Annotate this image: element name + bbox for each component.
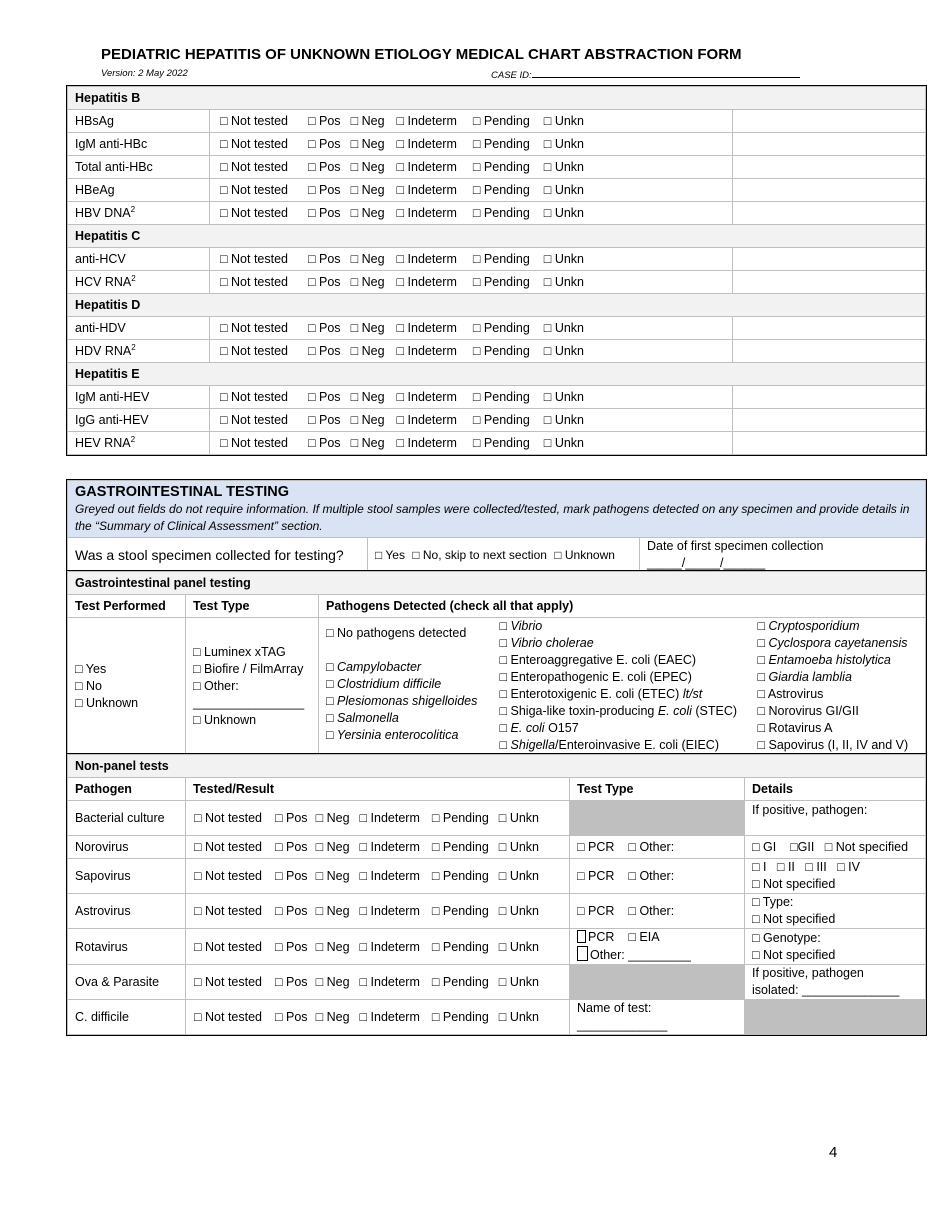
np-details <box>745 894 926 929</box>
result-options[interactable] <box>210 179 733 202</box>
np-row-ova <box>68 965 926 1000</box>
option-pos-checkbox[interactable]: □ Pos <box>275 811 308 825</box>
case-id-field[interactable] <box>491 68 800 81</box>
np-pathogen: Bacterial culture <box>68 801 186 836</box>
option-indeterm-checkbox[interactable]: □ Indeterm <box>396 137 457 151</box>
section-label: Hepatitis B <box>68 87 926 110</box>
pathogens-col1 <box>319 618 496 755</box>
performed-cell <box>68 618 186 755</box>
pathogen-norovirus[interactable]: □ Norovirus GI/GII <box>757 704 859 718</box>
option-pending-checkbox[interactable]: □ Pending <box>472 321 530 335</box>
option-unkn-checkbox[interactable]: □ Unkn <box>543 114 585 128</box>
option-unkn-checkbox[interactable]: □ Unkn <box>498 904 540 918</box>
option-indeterm-checkbox[interactable]: □ Indeterm <box>396 206 457 220</box>
pathogen-vibrio-cholerae[interactable]: □ Vibrio cholerae <box>499 636 594 650</box>
option-not-tested-checkbox[interactable]: □ Not tested <box>220 206 288 220</box>
option-pending-checkbox[interactable]: □ Pending <box>431 1010 489 1024</box>
np-pathogen: Rotavirus <box>68 929 186 965</box>
notes-cell[interactable] <box>733 179 926 202</box>
option-unkn-checkbox[interactable]: □ Unkn <box>543 344 585 358</box>
option-unkn-checkbox[interactable]: □ Unkn <box>543 390 585 404</box>
np-pathogen: Norovirus <box>68 836 186 859</box>
test-name: HBsAg <box>68 110 210 133</box>
option-unkn-checkbox[interactable]: □ Unkn <box>543 436 585 450</box>
option-not-tested-checkbox[interactable]: □ Not tested <box>220 160 288 174</box>
option-pending-checkbox[interactable]: □ Pending <box>431 975 489 989</box>
np-pathogen: Astrovirus <box>68 894 186 929</box>
cdiff-test-label: Name of test: <box>577 1001 652 1015</box>
test-row <box>68 179 926 202</box>
pathogen-vibrio[interactable]: □ Vibrio <box>499 619 543 633</box>
no-pathogens-checkbox[interactable]: □ No pathogens detected <box>326 626 467 640</box>
option-neg-checkbox[interactable]: □ Neg <box>350 275 385 289</box>
result-options[interactable] <box>210 317 733 340</box>
option-indeterm-checkbox[interactable]: □ Indeterm <box>359 904 420 918</box>
col-test-type: Test Type <box>186 595 319 618</box>
option-unkn-checkbox[interactable]: □ Unkn <box>498 811 540 825</box>
np-type-greyed <box>570 965 745 1000</box>
version-label: Version: 2 May 2022 <box>101 68 188 79</box>
option-unkn-checkbox[interactable]: □ Unkn <box>498 1010 540 1024</box>
option-pending-checkbox[interactable]: □ Pending <box>472 275 530 289</box>
test-name: HBeAg <box>68 179 210 202</box>
ova-details-blank[interactable]: isolated: ______________ <box>752 983 900 997</box>
np-row-bacterial <box>68 801 926 836</box>
np-result-options[interactable] <box>186 801 570 836</box>
option-pos-checkbox[interactable]: □ Pos <box>275 840 308 854</box>
option-not-tested-checkbox[interactable]: □ Not tested <box>220 252 288 266</box>
result-options[interactable] <box>210 409 733 432</box>
np-result-options[interactable] <box>186 1000 570 1035</box>
option-pos-checkbox[interactable]: □ Pos <box>308 160 341 174</box>
gi-panel-table <box>67 571 926 755</box>
option-indeterm-checkbox[interactable]: □ Indeterm <box>359 869 420 883</box>
option-neg-checkbox[interactable]: □ Neg <box>315 811 350 825</box>
np-details <box>745 929 926 965</box>
test-row <box>68 156 926 179</box>
option-pos-checkbox[interactable]: □ Pos <box>275 904 308 918</box>
pathogen-eaec[interactable]: □ Enteroaggregative E. coli (EAEC) <box>499 653 697 667</box>
notes-cell[interactable] <box>733 133 926 156</box>
stool-yes-checkbox[interactable]: □ Yes <box>375 548 405 562</box>
result-options[interactable] <box>210 156 733 179</box>
stool-unknown-checkbox[interactable]: □ Unknown <box>554 548 615 562</box>
option-pending-checkbox[interactable]: □ Pending <box>472 413 530 427</box>
np-details[interactable]: If positive, pathogen: <box>745 801 926 836</box>
option-unkn-checkbox[interactable]: □ Unkn <box>543 275 585 289</box>
option-pending-checkbox[interactable]: □ Pending <box>472 344 530 358</box>
pathogen-rotavirus[interactable]: □ Rotavirus A <box>757 721 833 735</box>
option-not-tested-checkbox[interactable]: □ Not tested <box>220 436 288 450</box>
nonpanel-table <box>67 754 926 1035</box>
notes-cell[interactable] <box>733 317 926 340</box>
option-neg-checkbox[interactable]: □ Neg <box>350 206 385 220</box>
option-not-tested-checkbox[interactable]: □ Not tested <box>194 869 262 883</box>
option-not-tested-checkbox[interactable]: □ Not tested <box>194 904 262 918</box>
option-unkn-checkbox[interactable]: □ Unkn <box>543 252 585 266</box>
option-pending-checkbox[interactable]: □ Pending <box>472 390 530 404</box>
option-pos-checkbox[interactable]: □ Pos <box>308 137 341 151</box>
np-row-sapovirus <box>68 859 926 894</box>
option-pos-checkbox[interactable]: □ Pos <box>308 436 341 450</box>
notes-cell[interactable] <box>733 202 926 225</box>
option-indeterm-checkbox[interactable]: □ Indeterm <box>359 840 420 854</box>
type-biofire-checkbox[interactable]: □ Biofire / FilmArray <box>193 661 304 676</box>
option-not-tested-checkbox[interactable]: □ Not tested <box>220 344 288 358</box>
option-neg-checkbox[interactable]: □ Neg <box>350 160 385 174</box>
option-pending-checkbox[interactable]: □ Pending <box>472 436 530 450</box>
test-row <box>68 386 926 409</box>
pathogen-salmonella[interactable]: □ Salmonella <box>326 711 399 725</box>
astro-not-specified[interactable]: □ Not specified <box>752 912 836 926</box>
np-type <box>570 836 745 859</box>
option-indeterm-checkbox[interactable]: □ Indeterm <box>396 413 457 427</box>
option-pos-checkbox[interactable]: □ Pos <box>275 975 308 989</box>
pathogen-etec[interactable]: □ Enterotoxigenic E. coli (ETEC) lt/st <box>499 687 703 701</box>
np-type <box>570 894 745 929</box>
option-not-tested-checkbox[interactable]: □ Not tested <box>220 321 288 335</box>
option-unkn-checkbox[interactable]: □ Unkn <box>498 840 540 854</box>
pcr-checkbox[interactable]: □ PCR <box>577 840 615 854</box>
pathogens-col3 <box>748 618 926 755</box>
pathogen-stec[interactable]: □ Shiga-like toxin-producing E. coli (STEC) <box>499 704 738 718</box>
test-row <box>68 271 926 294</box>
np-result-options[interactable] <box>186 894 570 929</box>
test-name: anti-HDV <box>68 317 210 340</box>
section-label: Hepatitis C <box>68 225 926 248</box>
gi-note: Greyed out fields do not require information. If multiple stool samples were collected/tested, mark pathogens detected on any specimen and provide details in the “Summary of Clinical Assessment” section. <box>75 501 910 533</box>
np-row-norovirus <box>68 836 926 859</box>
test-name: IgG anti-HEV <box>68 409 210 432</box>
rota-genotype[interactable]: □ Genotype: <box>752 930 821 945</box>
np-row-astrovirus <box>68 894 926 929</box>
test-name: HDV RNA$^2$ <box>68 340 210 363</box>
pcr-checkbox[interactable]: □ PCR <box>577 904 615 918</box>
option-not-tested-checkbox[interactable]: □ Not tested <box>220 413 288 427</box>
result-options[interactable] <box>210 386 733 409</box>
other-box-icon[interactable] <box>577 946 588 961</box>
option-unkn-checkbox[interactable]: □ Unkn <box>543 137 585 151</box>
test-row <box>68 432 926 455</box>
option-pending-checkbox[interactable]: □ Pending <box>431 869 489 883</box>
ova-details-label: If positive, pathogen <box>752 966 864 980</box>
astro-type[interactable]: □ Type: <box>752 895 794 909</box>
test-name: Total anti-HBc <box>68 156 210 179</box>
option-pending-checkbox[interactable]: □ Pending <box>472 137 530 151</box>
np-result-options[interactable] <box>186 929 570 965</box>
option-neg-checkbox[interactable]: □ Neg <box>315 975 350 989</box>
other-checkbox[interactable]: □ Other: <box>628 904 675 918</box>
option-not-tested-checkbox[interactable]: □ Not tested <box>220 390 288 404</box>
option-unkn-checkbox[interactable]: □ Unkn <box>543 413 585 427</box>
option-pending-checkbox[interactable]: □ Pending <box>431 904 489 918</box>
np-type-greyed <box>570 801 745 836</box>
pathogen-campylobacter[interactable]: □ Campylobacter <box>326 660 422 674</box>
option-not-tested-checkbox[interactable]: □ Not tested <box>220 183 288 197</box>
option-pos-checkbox[interactable]: □ Pos <box>275 939 308 954</box>
test-row <box>68 202 926 225</box>
pathogen-shigella[interactable]: □ Shigella/Enteroinvasive E. coli (EIEC) <box>499 738 719 752</box>
result-options[interactable] <box>210 133 733 156</box>
option-pos-checkbox[interactable]: □ Pos <box>308 390 341 404</box>
date-label: Date of first specimen collection <box>647 539 824 553</box>
test-name: IgM anti-HEV <box>68 386 210 409</box>
option-pos-checkbox[interactable]: □ Pos <box>308 114 341 128</box>
case-id-label: CASE ID: <box>491 70 532 81</box>
section-hep-d <box>68 294 926 317</box>
option-indeterm-checkbox[interactable]: □ Indeterm <box>359 811 420 825</box>
pathogen-giardia[interactable]: □ Giardia lamblia <box>757 670 852 684</box>
notes-cell[interactable] <box>733 432 926 455</box>
nonpanel-header: Non-panel tests <box>68 755 926 778</box>
pcr-box-icon[interactable] <box>577 930 586 943</box>
section-hep-e <box>68 363 926 386</box>
section-hep-c <box>68 225 926 248</box>
option-not-tested-checkbox[interactable]: □ Not tested <box>194 939 262 954</box>
option-not-tested-checkbox[interactable]: □ Not tested <box>220 137 288 151</box>
sapo-not-specified[interactable]: □ Not specified <box>752 877 836 891</box>
option-pending-checkbox[interactable]: □ Pending <box>472 183 530 197</box>
np-col-result: Tested/Result <box>186 778 570 801</box>
pathogen-plesiomonas[interactable]: □ Plesiomonas shigelloides <box>326 694 478 708</box>
type-other-blank[interactable]: ________________ <box>193 695 305 710</box>
option-pending-checkbox[interactable]: □ Pending <box>472 114 530 128</box>
pathogen-sapovirus[interactable]: □ Sapovirus (I, II, IV and V) <box>757 738 909 752</box>
option-neg-checkbox[interactable]: □ Neg <box>315 840 350 854</box>
pathogen-cyclospora[interactable]: □ Cyclospora cayetanensis <box>757 636 908 650</box>
pcr-label: PCR <box>588 930 615 944</box>
pathogen-yersinia[interactable]: □ Yersinia enterocolitica <box>326 728 459 742</box>
type-unknown-checkbox[interactable]: □ Unknown <box>193 712 257 727</box>
option-indeterm-checkbox[interactable]: □ Indeterm <box>396 275 457 289</box>
option-pending-checkbox[interactable]: □ Pending <box>431 811 489 825</box>
test-row <box>68 340 926 363</box>
option-neg-checkbox[interactable]: □ Neg <box>350 436 385 450</box>
stool-answer-cell <box>368 538 640 573</box>
test-row <box>68 248 926 271</box>
option-unkn-checkbox[interactable]: □ Unkn <box>543 321 585 335</box>
panel-header: Gastrointestinal panel testing <box>68 572 926 595</box>
case-id-blank[interactable] <box>532 68 800 78</box>
np-col-type: Test Type <box>570 778 745 801</box>
option-neg-checkbox[interactable]: □ Neg <box>350 321 385 335</box>
np-result-options[interactable] <box>186 965 570 1000</box>
option-indeterm-checkbox[interactable]: □ Indeterm <box>396 252 457 266</box>
notes-cell[interactable] <box>733 271 926 294</box>
other-label: Other: _________ <box>590 948 691 962</box>
form-title: PEDIATRIC HEPATITIS OF UNKNOWN ETIOLOGY MEDICAL CHART ABSTRACTION FORM <box>101 46 742 63</box>
test-name: HCV RNA$^2$ <box>68 271 210 294</box>
option-unkn-checkbox[interactable]: □ Unkn <box>543 160 585 174</box>
test-name: HBV DNA$^2$ <box>68 202 210 225</box>
page-number: 4 <box>829 1144 838 1161</box>
np-details[interactable]: □ GI □GII □ Not specified <box>745 836 926 859</box>
pathogen-cryptosporidium[interactable]: □ Cryptosporidium <box>757 619 860 633</box>
option-neg-checkbox[interactable]: □ Neg <box>315 904 350 918</box>
option-pos-checkbox[interactable]: □ Pos <box>275 1010 308 1024</box>
option-unkn-checkbox[interactable]: □ Unkn <box>543 206 585 220</box>
option-indeterm-checkbox[interactable]: □ Indeterm <box>396 344 457 358</box>
option-not-tested-checkbox[interactable]: □ Not tested <box>194 1010 262 1024</box>
option-pos-checkbox[interactable]: □ Pos <box>308 206 341 220</box>
result-options[interactable] <box>210 432 733 455</box>
notes-cell[interactable] <box>733 110 926 133</box>
np-details <box>745 965 926 1000</box>
stool-question: Was a stool specimen collected for testing? <box>68 538 368 573</box>
result-options[interactable] <box>210 340 733 363</box>
option-indeterm-checkbox[interactable]: □ Indeterm <box>359 1010 420 1024</box>
notes-cell[interactable] <box>733 409 926 432</box>
test-row <box>68 133 926 156</box>
option-pending-checkbox[interactable]: □ Pending <box>472 160 530 174</box>
result-options[interactable] <box>210 248 733 271</box>
option-neg-checkbox[interactable]: □ Neg <box>350 114 385 128</box>
pathogen-astrovirus[interactable]: □ Astrovirus <box>757 687 824 701</box>
section-label: Hepatitis E <box>68 363 926 386</box>
pcr-checkbox[interactable]: □ PCR <box>577 869 615 883</box>
np-col-pathogen: Pathogen <box>68 778 186 801</box>
option-unkn-checkbox[interactable]: □ Unkn <box>543 183 585 197</box>
notes-cell[interactable] <box>733 248 926 271</box>
np-pathogen: C. difficile <box>68 1000 186 1035</box>
sapo-genotypes[interactable]: □ I □ II □ III □ IV <box>752 860 860 874</box>
np-row-rotavirus <box>68 929 926 965</box>
np-type <box>570 859 745 894</box>
test-name: anti-HCV <box>68 248 210 271</box>
col-test-performed: Test Performed <box>68 595 186 618</box>
date-blank[interactable]: _____/_____/______ <box>647 556 766 570</box>
np-pathogen: Ova & Parasite <box>68 965 186 1000</box>
section-label: Hepatitis D <box>68 294 926 317</box>
section-hep-b <box>68 87 926 110</box>
notes-cell[interactable] <box>733 156 926 179</box>
performed-unknown-checkbox[interactable]: □ Unknown <box>75 695 139 710</box>
result-options[interactable] <box>210 110 733 133</box>
pathogen-o157[interactable]: □ E. coli O157 <box>499 721 579 735</box>
option-neg-checkbox[interactable]: □ Neg <box>350 344 385 358</box>
option-indeterm-checkbox[interactable]: □ Indeterm <box>359 939 420 954</box>
option-pos-checkbox[interactable]: □ Pos <box>308 275 341 289</box>
eia-checkbox[interactable]: □ EIA <box>628 930 660 944</box>
option-not-tested-checkbox[interactable]: □ Not tested <box>220 114 288 128</box>
np-col-details: Details <box>745 778 926 801</box>
option-indeterm-checkbox[interactable]: □ Indeterm <box>396 390 457 404</box>
option-neg-checkbox[interactable]: □ Neg <box>350 390 385 404</box>
option-unkn-checkbox[interactable]: □ Unkn <box>498 975 540 989</box>
option-unkn-checkbox[interactable]: □ Unkn <box>498 939 540 954</box>
pathogen-epec[interactable]: □ Enteropathogenic E. coli (EPEC) <box>499 670 692 684</box>
notes-cell[interactable] <box>733 386 926 409</box>
np-type <box>570 929 745 965</box>
option-pos-checkbox[interactable]: □ Pos <box>308 344 341 358</box>
test-row <box>68 409 926 432</box>
gi-title: GASTROINTESTINAL TESTING <box>75 483 290 500</box>
option-pending-checkbox[interactable]: □ Pending <box>431 840 489 854</box>
cdiff-test-blank[interactable]: _____________ <box>577 1018 668 1032</box>
option-indeterm-checkbox[interactable]: □ Indeterm <box>359 975 420 989</box>
option-not-tested-checkbox[interactable]: □ Not tested <box>194 840 262 854</box>
date-cell <box>640 538 926 573</box>
option-neg-checkbox[interactable]: □ Neg <box>350 183 385 197</box>
performed-no-checkbox[interactable]: □ No <box>75 678 103 693</box>
option-not-tested-checkbox[interactable]: □ Not tested <box>194 975 262 989</box>
option-neg-checkbox[interactable]: □ Neg <box>315 939 350 954</box>
option-neg-checkbox[interactable]: □ Neg <box>350 413 385 427</box>
np-details-greyed <box>745 1000 926 1035</box>
option-pos-checkbox[interactable]: □ Pos <box>275 869 308 883</box>
option-neg-checkbox[interactable]: □ Neg <box>350 137 385 151</box>
pathogen-entamoeba[interactable]: □ Entamoeba histolytica <box>757 653 891 667</box>
np-result-options[interactable] <box>186 836 570 859</box>
test-type-cell <box>186 618 319 755</box>
option-pos-checkbox[interactable]: □ Pos <box>308 321 341 335</box>
rota-not-specified[interactable]: □ Not specified <box>752 947 836 962</box>
result-options[interactable] <box>210 202 733 225</box>
test-row <box>68 317 926 340</box>
pathogen-c-difficile[interactable]: □ Clostridium difficile <box>326 677 442 691</box>
np-pathogen: Sapovirus <box>68 859 186 894</box>
option-not-tested-checkbox[interactable]: □ Not tested <box>194 811 262 825</box>
option-pending-checkbox[interactable]: □ Pending <box>431 939 489 954</box>
test-row <box>68 110 926 133</box>
np-type <box>570 1000 745 1035</box>
gi-title-cell <box>68 481 926 538</box>
np-row-cdiff <box>68 1000 926 1035</box>
pathogens-col2 <box>496 618 748 755</box>
option-indeterm-checkbox[interactable]: □ Indeterm <box>396 183 457 197</box>
option-neg-checkbox[interactable]: □ Neg <box>350 252 385 266</box>
np-result-options[interactable] <box>186 859 570 894</box>
stool-no-checkbox[interactable]: □ No, skip to next section <box>412 548 547 562</box>
notes-cell[interactable] <box>733 340 926 363</box>
np-details <box>745 859 926 894</box>
option-pos-checkbox[interactable]: □ Pos <box>308 183 341 197</box>
col-pathogens: Pathogens Detected (check all that apply) <box>319 595 926 618</box>
other-checkbox[interactable]: □ Other: <box>628 869 675 883</box>
option-pos-checkbox[interactable]: □ Pos <box>308 413 341 427</box>
option-neg-checkbox[interactable]: □ Neg <box>315 869 350 883</box>
option-indeterm-checkbox[interactable]: □ Indeterm <box>396 321 457 335</box>
option-indeterm-checkbox[interactable]: □ Indeterm <box>396 436 457 450</box>
option-not-tested-checkbox[interactable]: □ Not tested <box>220 275 288 289</box>
option-pending-checkbox[interactable]: □ Pending <box>472 252 530 266</box>
test-name: HEV RNA$^2$ <box>68 432 210 455</box>
option-pos-checkbox[interactable]: □ Pos <box>308 252 341 266</box>
hepatitis-table <box>67 86 926 455</box>
option-unkn-checkbox[interactable]: □ Unkn <box>498 869 540 883</box>
other-checkbox[interactable]: □ Other: <box>628 840 675 854</box>
option-pending-checkbox[interactable]: □ Pending <box>472 206 530 220</box>
type-other-checkbox[interactable]: □ Other: <box>193 678 239 693</box>
option-indeterm-checkbox[interactable]: □ Indeterm <box>396 114 457 128</box>
option-neg-checkbox[interactable]: □ Neg <box>315 1010 350 1024</box>
gi-testing-header-table <box>67 480 926 573</box>
option-indeterm-checkbox[interactable]: □ Indeterm <box>396 160 457 174</box>
test-name: IgM anti-HBc <box>68 133 210 156</box>
performed-yes-checkbox[interactable]: □ Yes <box>75 661 107 676</box>
result-options[interactable] <box>210 271 733 294</box>
type-luminex-checkbox[interactable]: □ Luminex xTAG <box>193 644 286 659</box>
